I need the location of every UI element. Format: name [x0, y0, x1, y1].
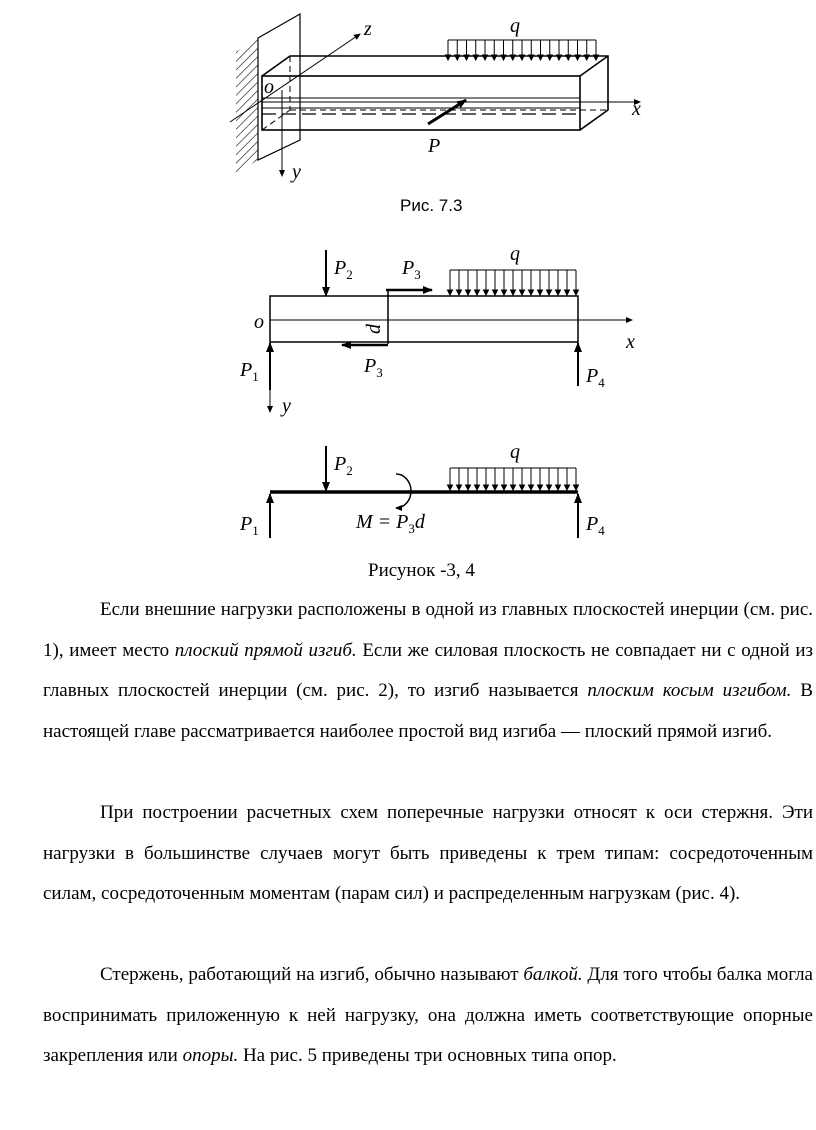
- load-arrowhead: [493, 290, 498, 295]
- load-arrowhead: [457, 290, 462, 295]
- label-p1: $P_1$: [240, 513, 259, 538]
- load-arrowhead: [574, 290, 579, 295]
- distributed-load-q: [448, 270, 579, 295]
- load-arrowhead: [501, 55, 506, 60]
- load-arrowhead: [511, 290, 516, 295]
- load-arrowhead: [538, 55, 543, 60]
- p1-term-1: плоский прямой изгиб.: [174, 639, 357, 661]
- load-arrowhead: [565, 485, 570, 490]
- label-o: o: [254, 311, 264, 333]
- beam-2d: [270, 296, 578, 342]
- load-arrowhead: [520, 485, 525, 490]
- load-arrowhead: [520, 55, 525, 60]
- label-p1: $P_1$: [240, 359, 259, 384]
- load-arrowhead: [457, 485, 462, 490]
- load-arrowhead: [466, 485, 471, 490]
- load-arrowhead: [475, 485, 480, 490]
- label-p3-bottom: $P_3$: [364, 355, 383, 380]
- label-p2: $P_2$: [334, 453, 353, 478]
- load-arrowhead: [511, 485, 516, 490]
- load-arrowhead: [475, 290, 480, 295]
- load-arrowhead: [502, 485, 507, 490]
- label-p: P: [428, 135, 441, 157]
- caption-fig-7-3: Рис. 7.3: [400, 196, 463, 215]
- label-m: $M = P_3d$: [356, 511, 425, 536]
- load-arrowhead: [510, 55, 515, 60]
- p3-term-1: балкой.: [523, 964, 583, 985]
- load-arrowhead: [574, 485, 579, 490]
- p1-term-2: плоским косым изгибом.: [587, 680, 792, 701]
- load-arrowhead: [529, 290, 534, 295]
- load-arrowhead: [455, 55, 460, 60]
- load-arrowhead: [565, 290, 570, 295]
- p1-text-1: Если внешние нагрузки расположены в одной из главных плоскостей инерции (см. рис. 1), имеет место: [43, 599, 813, 661]
- load-arrowhead: [446, 55, 451, 60]
- p1-text-3: В настоящей главе рассматривается наиболее простой вид изгиба — плоский прямой изгиб.: [43, 680, 813, 742]
- load-arrowhead: [547, 485, 552, 490]
- p3-text-3: На рис. 5 приведены три основных типа опор.: [238, 1045, 617, 1066]
- load-arrowhead: [502, 290, 507, 295]
- label-p4: $P_4$: [586, 513, 605, 538]
- load-arrowhead: [557, 55, 562, 60]
- label-o: o: [264, 76, 274, 98]
- force-p-arrow: [428, 100, 466, 124]
- label-x: x: [626, 331, 635, 353]
- label-z: z: [364, 18, 372, 40]
- load-arrowhead: [547, 55, 552, 60]
- label-y: y: [292, 161, 301, 183]
- load-arrowhead: [484, 290, 489, 295]
- distributed-load-q: [446, 40, 599, 60]
- load-arrowhead: [448, 290, 453, 295]
- load-arrowhead: [484, 485, 489, 490]
- load-arrowhead: [483, 55, 488, 60]
- figure-4: [0, 440, 816, 550]
- figure-3: [0, 240, 816, 420]
- load-arrowhead: [575, 55, 580, 60]
- load-arrowhead: [448, 485, 453, 490]
- load-arrowhead: [473, 55, 478, 60]
- label-q: q: [510, 15, 520, 37]
- label-d: d: [363, 324, 385, 334]
- paragraph-1: [43, 590, 813, 752]
- load-arrowhead: [464, 55, 469, 60]
- paragraph-2: [43, 793, 813, 915]
- p1-text-2: Если же силовая плоскость не совпадает ни с одной из главных плоскостей инерции (см. рис. 2), то изгиб называется: [43, 639, 813, 701]
- label-p3-top: $P_3$: [402, 257, 421, 282]
- label-y: y: [282, 395, 291, 417]
- label-p2: $P_2$: [334, 257, 353, 282]
- load-arrowhead: [529, 55, 534, 60]
- load-arrowhead: [584, 55, 589, 60]
- load-arrowhead: [529, 485, 534, 490]
- load-arrowhead: [520, 290, 525, 295]
- distributed-load-q: [448, 468, 579, 490]
- load-arrowhead: [556, 290, 561, 295]
- load-arrowhead: [594, 55, 599, 60]
- label-x: x: [632, 98, 641, 120]
- load-arrowhead: [466, 290, 471, 295]
- load-arrowhead: [566, 55, 571, 60]
- load-arrowhead: [538, 290, 543, 295]
- p3-text-2: Для того чтобы балка могла воспринимать приложенную к ней нагрузку, она должна иметь соответствующие опорные закрепления или: [43, 964, 813, 1066]
- p3-term-2: опоры.: [182, 1045, 239, 1066]
- label-q: q: [510, 441, 520, 463]
- load-arrowhead: [556, 485, 561, 490]
- p2-text-1: При построении расчетных схем поперечные нагрузки относят к оси стержня. Эти нагрузки в большинстве случаев могут быть приведены к трем типам: сосредоточенным силам, сосредоточенным моментам (парам сил) и распределенным нагрузкам (рис. 4).: [43, 802, 813, 904]
- load-arrowhead: [493, 485, 498, 490]
- load-arrowhead: [538, 485, 543, 490]
- label-q: q: [510, 243, 520, 265]
- label-p4: $P_4$: [586, 365, 605, 390]
- paragraph-3: [43, 955, 813, 1077]
- load-arrowhead: [547, 290, 552, 295]
- p3-text-1: Стержень, работающий на изгиб, обычно называют: [100, 964, 524, 985]
- caption-fig-3-4: Рисунок -3, 4: [368, 560, 475, 581]
- load-arrowhead: [492, 55, 497, 60]
